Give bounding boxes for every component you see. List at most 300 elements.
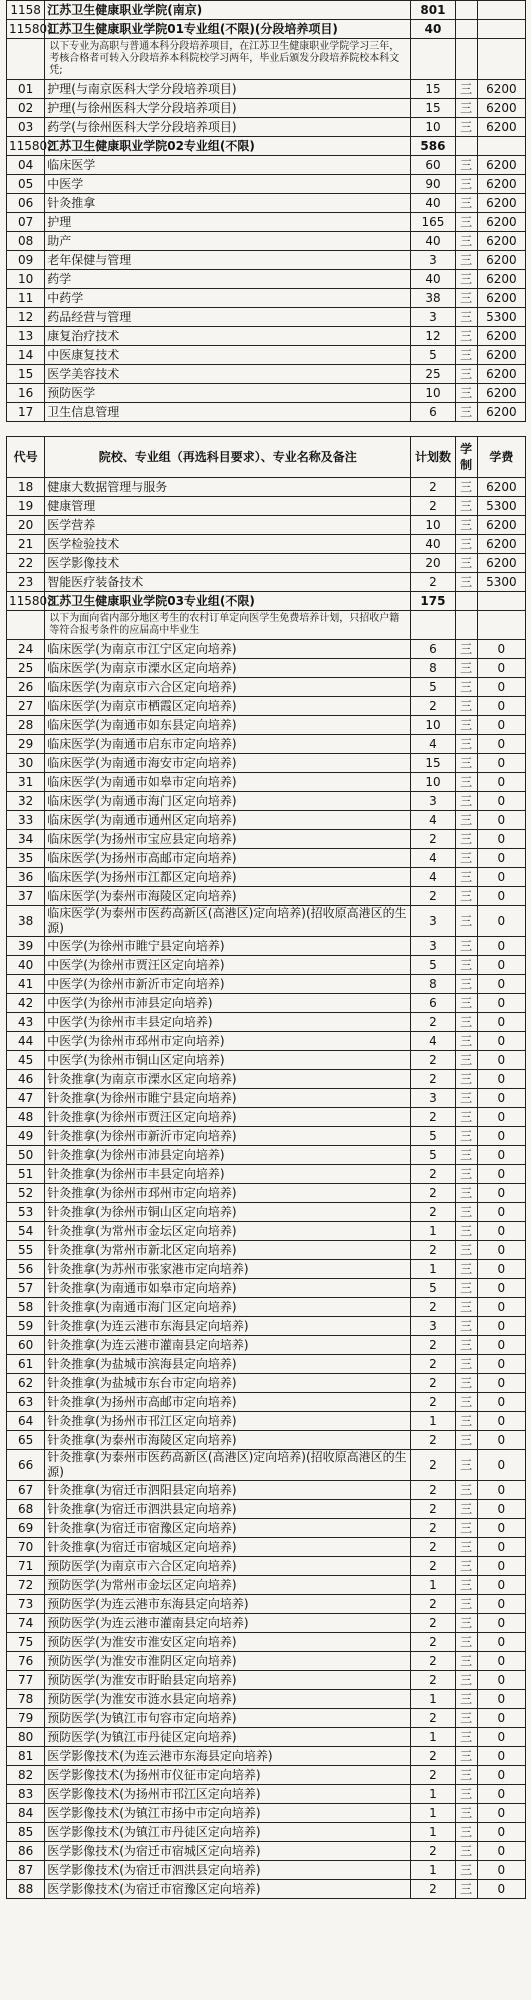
row-years: 三 <box>455 868 477 887</box>
row-code: 88 <box>7 1880 45 1899</box>
table-row <box>7 792 526 811</box>
row-years: 三 <box>455 1633 477 1652</box>
row-plan: 3 <box>411 937 455 956</box>
row-years: 三 <box>455 1051 477 1070</box>
row-name: 中医康复技术 <box>45 346 411 365</box>
table-row <box>7 213 526 232</box>
row-years: 三 <box>455 384 477 403</box>
row-years: 三 <box>455 1070 477 1089</box>
table-row <box>7 1393 526 1412</box>
row-years <box>455 611 477 640</box>
row-plan: 1 <box>411 1260 455 1279</box>
row-plan: 1 <box>411 1804 455 1823</box>
row-name: 预防医学(为镇江市句容市定向培养) <box>45 1709 411 1728</box>
row-name: 针灸推拿(为盐城市滨海县定向培养) <box>45 1355 411 1374</box>
row-fee: 0 <box>477 697 525 716</box>
row-plan: 5 <box>411 346 455 365</box>
row-fee: 0 <box>477 1785 525 1804</box>
table-row <box>7 811 526 830</box>
row-fee: 0 <box>477 1652 525 1671</box>
row-code: 48 <box>7 1108 45 1127</box>
table-row <box>7 640 526 659</box>
table-row <box>7 1690 526 1709</box>
row-name: 卫生信息管理 <box>45 403 411 422</box>
row-name: 江苏卫生健康职业学院02专业组(不限) <box>45 137 411 156</box>
row-code: 26 <box>7 678 45 697</box>
row-code: 66 <box>7 1450 45 1481</box>
group-note: 以下专业为高职与普通本科分段培养项目，在江苏卫生健康职业学院学习三年，考核合格者可转入分段培养本科院校学习两年，毕业后颁发分段培养院校本科文凭; <box>45 39 411 80</box>
row-name: 临床医学(为扬州市宝应县定向培养) <box>45 830 411 849</box>
table-row <box>7 573 526 592</box>
row-plan: 90 <box>411 175 455 194</box>
row-plan: 2 <box>411 1842 455 1861</box>
row-code: 16 <box>7 384 45 403</box>
row-fee <box>477 1 525 20</box>
row-fee: 0 <box>477 1317 525 1336</box>
row-code: 14 <box>7 346 45 365</box>
row-fee: 0 <box>477 849 525 868</box>
row-code: 52 <box>7 1184 45 1203</box>
row-name: 中医学(为徐州市丰县定向培养) <box>45 1013 411 1032</box>
row-plan: 60 <box>411 156 455 175</box>
row-plan: 2 <box>411 1051 455 1070</box>
row-name: 江苏卫生健康职业学院01专业组(不限)(分段培养项目) <box>45 20 411 39</box>
row-code: 68 <box>7 1500 45 1519</box>
row-years: 三 <box>455 1260 477 1279</box>
table-row <box>7 1089 526 1108</box>
row-fee: 0 <box>477 640 525 659</box>
row-code: 17 <box>7 403 45 422</box>
row-plan: 1 <box>411 1785 455 1804</box>
row-code: 51 <box>7 1165 45 1184</box>
row-name: 老年保健与管理 <box>45 251 411 270</box>
row-fee: 6200 <box>477 478 525 497</box>
table-row <box>7 251 526 270</box>
row-name: 针灸推拿(为常州市新北区定向培养) <box>45 1241 411 1260</box>
row-name: 针灸推拿(为扬州市邗江区定向培养) <box>45 1412 411 1431</box>
table-row <box>7 535 526 554</box>
row-plan: 2 <box>411 1165 455 1184</box>
row-fee: 0 <box>477 1203 525 1222</box>
row-name: 临床医学(为南京市栖霞区定向培养) <box>45 697 411 716</box>
row-plan: 4 <box>411 811 455 830</box>
row-years: 三 <box>455 1108 477 1127</box>
group-row <box>7 592 526 611</box>
row-plan: 40 <box>411 232 455 251</box>
row-years: 三 <box>455 906 477 937</box>
row-plan: 4 <box>411 735 455 754</box>
row-fee <box>477 611 525 640</box>
row-plan: 40 <box>411 194 455 213</box>
row-plan: 1 <box>411 1861 455 1880</box>
table-row <box>7 1222 526 1241</box>
row-years: 三 <box>455 735 477 754</box>
row-plan: 40 <box>411 270 455 289</box>
row-fee: 6200 <box>477 289 525 308</box>
row-code: 15 <box>7 365 45 384</box>
row-fee: 0 <box>477 1728 525 1747</box>
row-plan: 2 <box>411 1431 455 1450</box>
row-fee: 0 <box>477 1861 525 1880</box>
row-code: 34 <box>7 830 45 849</box>
row-code: 05 <box>7 175 45 194</box>
row-years: 三 <box>455 175 477 194</box>
row-plan: 6 <box>411 403 455 422</box>
row-fee: 0 <box>477 1070 525 1089</box>
table-row <box>7 849 526 868</box>
row-years: 三 <box>455 478 477 497</box>
row-fee: 0 <box>477 1500 525 1519</box>
table-row <box>7 232 526 251</box>
row-years: 三 <box>455 1690 477 1709</box>
row-code: 19 <box>7 497 45 516</box>
row-code: 85 <box>7 1823 45 1842</box>
row-name: 中医学 <box>45 175 411 194</box>
row-plan: 12 <box>411 327 455 346</box>
row-years: 三 <box>455 1203 477 1222</box>
row-fee: 5300 <box>477 497 525 516</box>
row-code: 76 <box>7 1652 45 1671</box>
row-name: 中医学(为徐州市贾汪区定向培养) <box>45 956 411 975</box>
row-plan: 3 <box>411 1089 455 1108</box>
row-plan: 3 <box>411 251 455 270</box>
row-plan: 1 <box>411 1412 455 1431</box>
table-row <box>7 1070 526 1089</box>
note-row <box>7 39 526 80</box>
row-years: 三 <box>455 1500 477 1519</box>
row-name: 医学影像技术(为宿迁市宿豫区定向培养) <box>45 1880 411 1899</box>
row-name: 针灸推拿(为连云港市东海县定向培养) <box>45 1317 411 1336</box>
row-fee: 0 <box>477 1222 525 1241</box>
school-row <box>7 1 526 20</box>
row-years: 三 <box>455 1013 477 1032</box>
row-code: 32 <box>7 792 45 811</box>
row-code: 82 <box>7 1766 45 1785</box>
table-row <box>7 1146 526 1165</box>
row-years: 三 <box>455 640 477 659</box>
row-code: 28 <box>7 716 45 735</box>
row-plan: 2 <box>411 1393 455 1412</box>
table-row <box>7 118 526 137</box>
row-plan: 20 <box>411 554 455 573</box>
row-code: 21 <box>7 535 45 554</box>
row-plan: 5 <box>411 1279 455 1298</box>
table-row <box>7 194 526 213</box>
row-years: 三 <box>455 754 477 773</box>
row-name: 预防医学(为连云港市东海县定向培养) <box>45 1595 411 1614</box>
row-fee: 0 <box>477 1127 525 1146</box>
row-fee: 0 <box>477 1538 525 1557</box>
row-years: 三 <box>455 213 477 232</box>
row-fee: 5300 <box>477 308 525 327</box>
row-name: 护理(与徐州医科大学分段培养项目) <box>45 99 411 118</box>
table-row <box>7 156 526 175</box>
row-fee: 0 <box>477 937 525 956</box>
row-name: 医学影像技术(为镇江市扬中市定向培养) <box>45 1804 411 1823</box>
table-row <box>7 868 526 887</box>
row-years: 三 <box>455 573 477 592</box>
row-code: 59 <box>7 1317 45 1336</box>
table-row <box>7 956 526 975</box>
row-plan: 2 <box>411 1671 455 1690</box>
row-name: 中医学(为徐州市铜山区定向培养) <box>45 1051 411 1070</box>
table-row <box>7 1747 526 1766</box>
row-years: 三 <box>455 1747 477 1766</box>
group-note: 以下为面向省内部分地区考生的农村订单定向医学生免费培养计划，只招收户籍等符合报考条件的应届高中毕业生 <box>45 611 411 640</box>
table-row <box>7 1576 526 1595</box>
row-plan: 2 <box>411 1108 455 1127</box>
row-plan: 2 <box>411 1709 455 1728</box>
row-years: 三 <box>455 365 477 384</box>
table-row <box>7 478 526 497</box>
row-name: 医学影像技术(为宿迁市泗洪县定向培养) <box>45 1861 411 1880</box>
row-code: 24 <box>7 640 45 659</box>
row-years <box>455 20 477 39</box>
row-code: 01 <box>7 80 45 99</box>
row-name: 针灸推拿(为连云港市灌南县定向培养) <box>45 1336 411 1355</box>
row-fee: 0 <box>477 716 525 735</box>
row-code: 56 <box>7 1260 45 1279</box>
row-name: 江苏卫生健康职业学院03专业组(不限) <box>45 592 411 611</box>
page-gap <box>0 422 531 436</box>
table-row <box>7 1108 526 1127</box>
table-row <box>7 1184 526 1203</box>
row-plan: 38 <box>411 289 455 308</box>
row-years: 三 <box>455 118 477 137</box>
row-plan: 2 <box>411 887 455 906</box>
row-plan: 2 <box>411 1013 455 1032</box>
row-name: 预防医学(为淮安市盱眙县定向培养) <box>45 1671 411 1690</box>
table-row <box>7 1203 526 1222</box>
row-fee: 0 <box>477 1089 525 1108</box>
row-plan <box>411 611 455 640</box>
table-row <box>7 384 526 403</box>
row-plan: 2 <box>411 1241 455 1260</box>
header-plan: 计划数 <box>411 437 455 478</box>
table-row <box>7 516 526 535</box>
row-name: 针灸推拿(为徐州市睢宁县定向培养) <box>45 1089 411 1108</box>
row-years: 三 <box>455 1279 477 1298</box>
row-code: 86 <box>7 1842 45 1861</box>
row-code: 22 <box>7 554 45 573</box>
row-years: 三 <box>455 327 477 346</box>
row-name: 针灸推拿(为南通市海门区定向培养) <box>45 1298 411 1317</box>
row-plan: 25 <box>411 365 455 384</box>
row-fee: 6200 <box>477 232 525 251</box>
row-name: 预防医学 <box>45 384 411 403</box>
row-years: 三 <box>455 308 477 327</box>
row-name: 康复治疗技术 <box>45 327 411 346</box>
row-code: 36 <box>7 868 45 887</box>
row-name: 临床医学(为南通市海安市定向培养) <box>45 754 411 773</box>
table-row <box>7 1032 526 1051</box>
row-code: 07 <box>7 213 45 232</box>
table-row <box>7 659 526 678</box>
row-name: 助产 <box>45 232 411 251</box>
row-years: 三 <box>455 956 477 975</box>
row-fee: 0 <box>477 1241 525 1260</box>
row-plan: 5 <box>411 956 455 975</box>
row-fee: 6200 <box>477 175 525 194</box>
row-years: 三 <box>455 1184 477 1203</box>
row-fee: 0 <box>477 811 525 830</box>
table-row <box>7 1671 526 1690</box>
row-plan: 2 <box>411 497 455 516</box>
row-name: 药品经营与管理 <box>45 308 411 327</box>
row-fee: 0 <box>477 1279 525 1298</box>
row-years: 三 <box>455 1431 477 1450</box>
row-fee: 0 <box>477 1747 525 1766</box>
row-name: 临床医学(为南通市启东市定向培养) <box>45 735 411 754</box>
row-name: 药学 <box>45 270 411 289</box>
row-fee: 0 <box>477 1557 525 1576</box>
table-row <box>7 1279 526 1298</box>
row-name: 医学影像技术(为扬州市仪征市定向培养) <box>45 1766 411 1785</box>
row-fee: 0 <box>477 1595 525 1614</box>
row-years <box>455 1 477 20</box>
row-plan: 10 <box>411 773 455 792</box>
row-years: 三 <box>455 270 477 289</box>
row-code: 10 <box>7 270 45 289</box>
row-code: 80 <box>7 1728 45 1747</box>
row-fee: 0 <box>477 868 525 887</box>
table-row <box>7 1633 526 1652</box>
table-row <box>7 830 526 849</box>
row-plan: 2 <box>411 1298 455 1317</box>
row-years: 三 <box>455 1374 477 1393</box>
row-plan: 2 <box>411 1633 455 1652</box>
row-name: 中医学(为徐州市睢宁县定向培养) <box>45 937 411 956</box>
row-name: 针灸推拿(为扬州市高邮市定向培养) <box>45 1393 411 1412</box>
row-fee: 6200 <box>477 99 525 118</box>
row-fee: 0 <box>477 1298 525 1317</box>
row-code: 70 <box>7 1538 45 1557</box>
row-code: 69 <box>7 1519 45 1538</box>
row-plan: 1 <box>411 1576 455 1595</box>
row-years: 三 <box>455 994 477 1013</box>
table-row <box>7 1842 526 1861</box>
row-fee <box>477 20 525 39</box>
row-years: 三 <box>455 1241 477 1260</box>
row-name: 医学影像技术(为镇江市丹徒区定向培养) <box>45 1823 411 1842</box>
row-plan: 2 <box>411 1500 455 1519</box>
table-row <box>7 754 526 773</box>
table-row <box>7 1336 526 1355</box>
row-years: 三 <box>455 1336 477 1355</box>
row-years: 三 <box>455 194 477 213</box>
row-fee: 0 <box>477 1393 525 1412</box>
table-row <box>7 497 526 516</box>
table-row <box>7 175 526 194</box>
table-row <box>7 327 526 346</box>
row-name: 护理(与南京医科大学分段培养项目) <box>45 80 411 99</box>
row-plan: 2 <box>411 1880 455 1899</box>
row-years: 三 <box>455 659 477 678</box>
row-name: 针灸推拿(为徐州市新沂市定向培养) <box>45 1127 411 1146</box>
table-row <box>7 1595 526 1614</box>
row-fee: 0 <box>477 1260 525 1279</box>
row-code: 74 <box>7 1614 45 1633</box>
table-row <box>7 1127 526 1146</box>
row-code <box>7 611 45 640</box>
row-fee: 0 <box>477 1374 525 1393</box>
row-years: 三 <box>455 1538 477 1557</box>
row-years: 三 <box>455 1576 477 1595</box>
row-name: 预防医学(为淮安市淮安区定向培养) <box>45 1633 411 1652</box>
header-name: 院校、专业组（再选科目要求）、专业名称及备注 <box>45 437 411 478</box>
row-code: 67 <box>7 1481 45 1500</box>
row-name: 临床医学(为南通市如东县定向培养) <box>45 716 411 735</box>
table-row <box>7 1355 526 1374</box>
row-name: 针灸推拿(为宿迁市宿城区定向培养) <box>45 1538 411 1557</box>
row-fee: 0 <box>477 754 525 773</box>
row-years: 三 <box>455 1032 477 1051</box>
row-plan: 2 <box>411 697 455 716</box>
row-name: 医学美容技术 <box>45 365 411 384</box>
row-years: 三 <box>455 1450 477 1481</box>
row-fee: 0 <box>477 1184 525 1203</box>
table-row <box>7 1374 526 1393</box>
row-fee: 0 <box>477 1804 525 1823</box>
row-code: 78 <box>7 1690 45 1709</box>
row-plan: 2 <box>411 1355 455 1374</box>
row-fee: 6200 <box>477 535 525 554</box>
table-row <box>7 1013 526 1032</box>
row-fee: 6200 <box>477 346 525 365</box>
row-years: 三 <box>455 1222 477 1241</box>
row-code: 42 <box>7 994 45 1013</box>
row-years: 三 <box>455 403 477 422</box>
row-years: 三 <box>455 232 477 251</box>
table-row <box>7 773 526 792</box>
row-code: 77 <box>7 1671 45 1690</box>
row-years: 三 <box>455 1614 477 1633</box>
row-fee: 0 <box>477 735 525 754</box>
row-years: 三 <box>455 1146 477 1165</box>
table-row <box>7 1481 526 1500</box>
row-code: 58 <box>7 1298 45 1317</box>
table-row <box>7 270 526 289</box>
row-code: 1158 <box>7 1 45 20</box>
row-years: 三 <box>455 1393 477 1412</box>
row-plan: 2 <box>411 1652 455 1671</box>
row-code: 43 <box>7 1013 45 1032</box>
row-code: 46 <box>7 1070 45 1089</box>
row-name: 预防医学(为淮安市淮阴区定向培养) <box>45 1652 411 1671</box>
table-row <box>7 1709 526 1728</box>
row-years: 三 <box>455 1165 477 1184</box>
row-name: 中药学 <box>45 289 411 308</box>
row-name: 临床医学(为南通市如皋市定向培养) <box>45 773 411 792</box>
row-years: 三 <box>455 1804 477 1823</box>
row-plan: 2 <box>411 1203 455 1222</box>
row-name: 针灸推拿(为盐城市东台市定向培养) <box>45 1374 411 1393</box>
table-row <box>7 975 526 994</box>
table-row <box>7 678 526 697</box>
table-row <box>7 1500 526 1519</box>
row-name: 预防医学(为常州市金坛区定向培养) <box>45 1576 411 1595</box>
row-fee: 6200 <box>477 213 525 232</box>
row-fee: 0 <box>477 1842 525 1861</box>
table-row <box>7 1861 526 1880</box>
group-row <box>7 137 526 156</box>
row-plan: 2 <box>411 1538 455 1557</box>
table-row <box>7 1412 526 1431</box>
row-name: 健康管理 <box>45 497 411 516</box>
row-code: 115801 <box>7 20 45 39</box>
table-row <box>7 403 526 422</box>
row-plan: 3 <box>411 792 455 811</box>
